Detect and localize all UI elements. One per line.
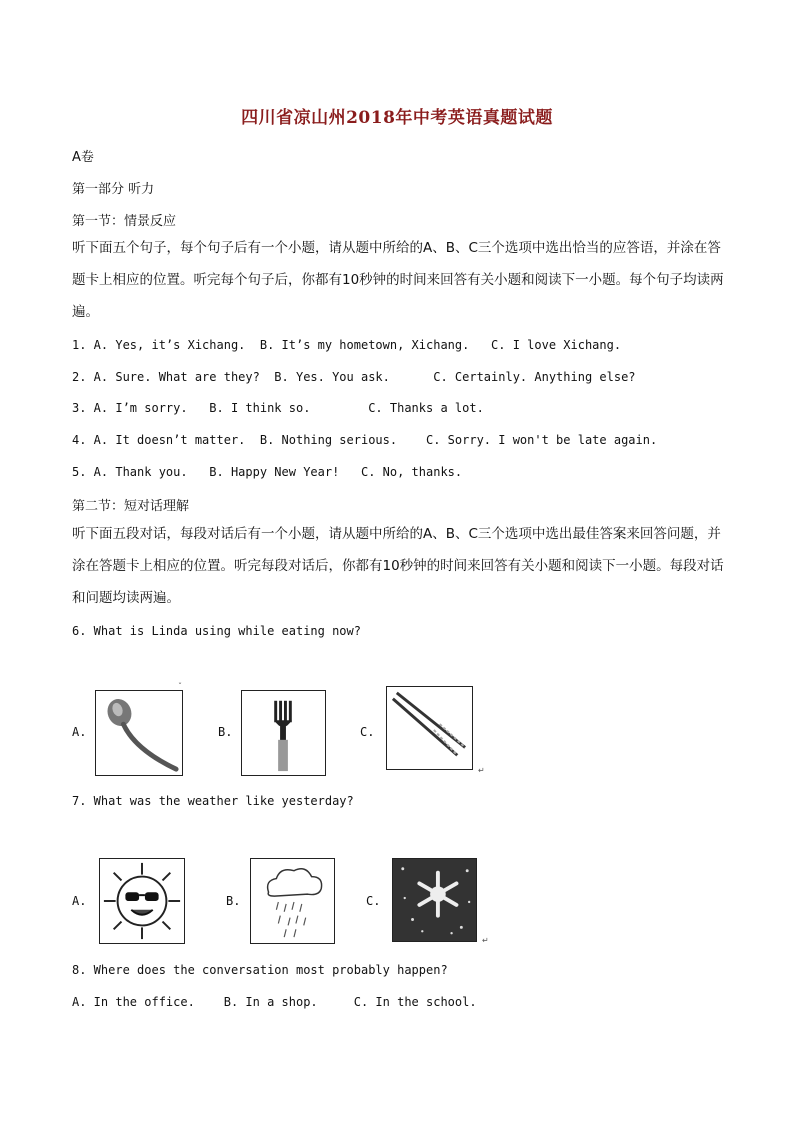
q6-option-a-label: A. [72,725,87,739]
question-2: 2. A. Sure. What are they? B. Yes. You ask. C. Certainly. Anything else? [72,370,636,384]
rainy-icon [250,858,335,944]
question-1: 1. A. Yes, it’s Xichang. B. It’s my hometown, Xichang. C. I love Xichang. [72,338,622,352]
q7-option-b-label: B. [226,894,241,908]
part-heading: 第一部分 听力 [72,182,155,197]
section1-instruction: 听下面五个句子，每个句子后有一个小题，请从题中所给的A、B、C三个选项中选出恰当的应答语，并涂在答题卡上相应的位置。听完每个句子后，你都有10秒钟的时间来回答有关小题和阅读下一小题。每个句子均读两遍。 [72,240,724,320]
scan-mark: ↵ [478,766,485,775]
page-title: 四川省凉山州2018年中考英语真题试题 [241,108,553,128]
section2-instruction: 听下面五段对话，每段对话后有一个小题，请从题中所给的A、B、C三个选项中选出最佳答案来回答问题，并涂在答题卡上相应的位置。听完每段对话后，你都有10秒钟的时间来回答有关小题和阅读下一小题。每段对话和问题均读两遍。 [72,526,724,606]
scan-mark: ˇ [178,682,182,691]
spoon-icon [95,690,183,776]
question-8-options: A. In the office. B. In a shop. C. In the school. [72,995,477,1009]
q7-option-c-label: C. [366,894,381,908]
question-5: 5. A. Thank you. B. Happy New Year! C. No, thanks. [72,465,463,479]
chopsticks-icon [386,686,473,770]
question-3: 3. A. I’m sorry. B. I think so. C. Thanks a lot. [72,401,484,415]
snowy-icon [392,858,477,942]
q6-option-b-label: B. [218,725,233,739]
question-7: 7. What was the weather like yesterday? [72,794,354,808]
q6-option-c-label: C. [360,725,375,739]
section1-heading: 第一节：情景反应 [72,214,177,229]
sunny-icon [99,858,185,944]
q7-option-a-label: A. [72,894,87,908]
volume-label: A卷 [72,150,94,165]
question-8: 8. Where does the conversation most probably happen? [72,963,448,977]
question-6: 6. What is Linda using while eating now? [72,624,361,638]
question-4: 4. A. It doesn’t matter. B. Nothing serious. C. Sorry. I won't be late again. [72,433,658,447]
section2-heading: 第二节：短对话理解 [72,499,190,514]
fork-icon [241,690,326,776]
scan-mark: ↵ [482,936,489,945]
